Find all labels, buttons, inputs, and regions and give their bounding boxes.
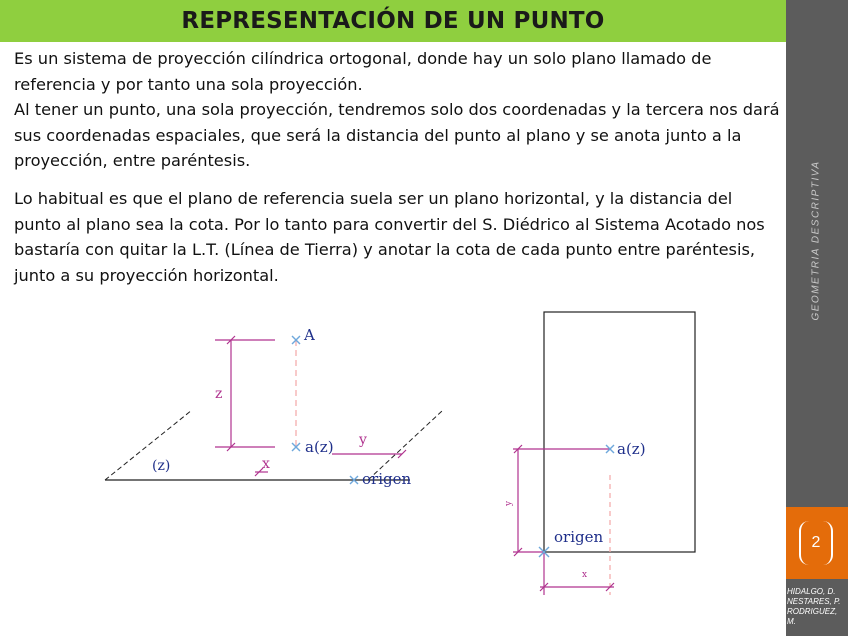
sidebar-vertical-title: GEOMETRIA DESCRIPTIVA <box>810 159 822 321</box>
authors-credit: HIDALGO, D. NESTARES, P. RODRIGUEZ, M. <box>787 587 841 626</box>
paragraph-2: Al tener un punto, una sola proyección, tendremos solo dos coordenadas y la tercera nos dará sus coordenadas espaciales, que será la distancia del punto al plano y se anota junto a la proyección, entre paréntesis. <box>14 100 780 170</box>
paragraph-3: Lo habitual es que el plano de referencia suela ser un plano horizontal, y la distancia del punto al plano sea la cota. Por lo tanto para convertir del S. Diédrico al Sistema Acotado nos bastaría con quitar la L.T. (Línea de Tierra) y anotar la cota de cada punto entre paréntesis, junto a su proyección horizontal. <box>14 189 765 285</box>
sidebar-vertical-title-wrap <box>796 120 836 360</box>
y-label: y <box>359 432 367 448</box>
projection-label: a(z) <box>305 438 334 456</box>
paragraph-1: Es un sistema de proyección cilíndrica ortogonal, donde hay un solo plano llamado de referencia y por tanto una sola proyección. <box>14 49 712 94</box>
slide-title: REPRESENTACIÓN DE UN PUNTO <box>181 8 605 34</box>
page-number: 2 <box>799 521 833 565</box>
plane-z-label: (z) <box>152 458 171 474</box>
origin-label: origen <box>554 528 604 546</box>
z-label: z <box>215 386 223 402</box>
figure-3d <box>100 318 450 498</box>
point-a-label: A <box>304 326 315 344</box>
plane-left-edge <box>105 410 192 480</box>
reference-plane-rect <box>544 312 695 552</box>
x-label: x <box>582 570 588 580</box>
projection-label: a(z) <box>617 440 646 458</box>
y-label: y <box>504 500 514 506</box>
figure-2d <box>500 305 705 600</box>
x-label: x <box>262 456 270 472</box>
origin-label: origen <box>362 470 412 488</box>
title-bar <box>0 0 786 42</box>
